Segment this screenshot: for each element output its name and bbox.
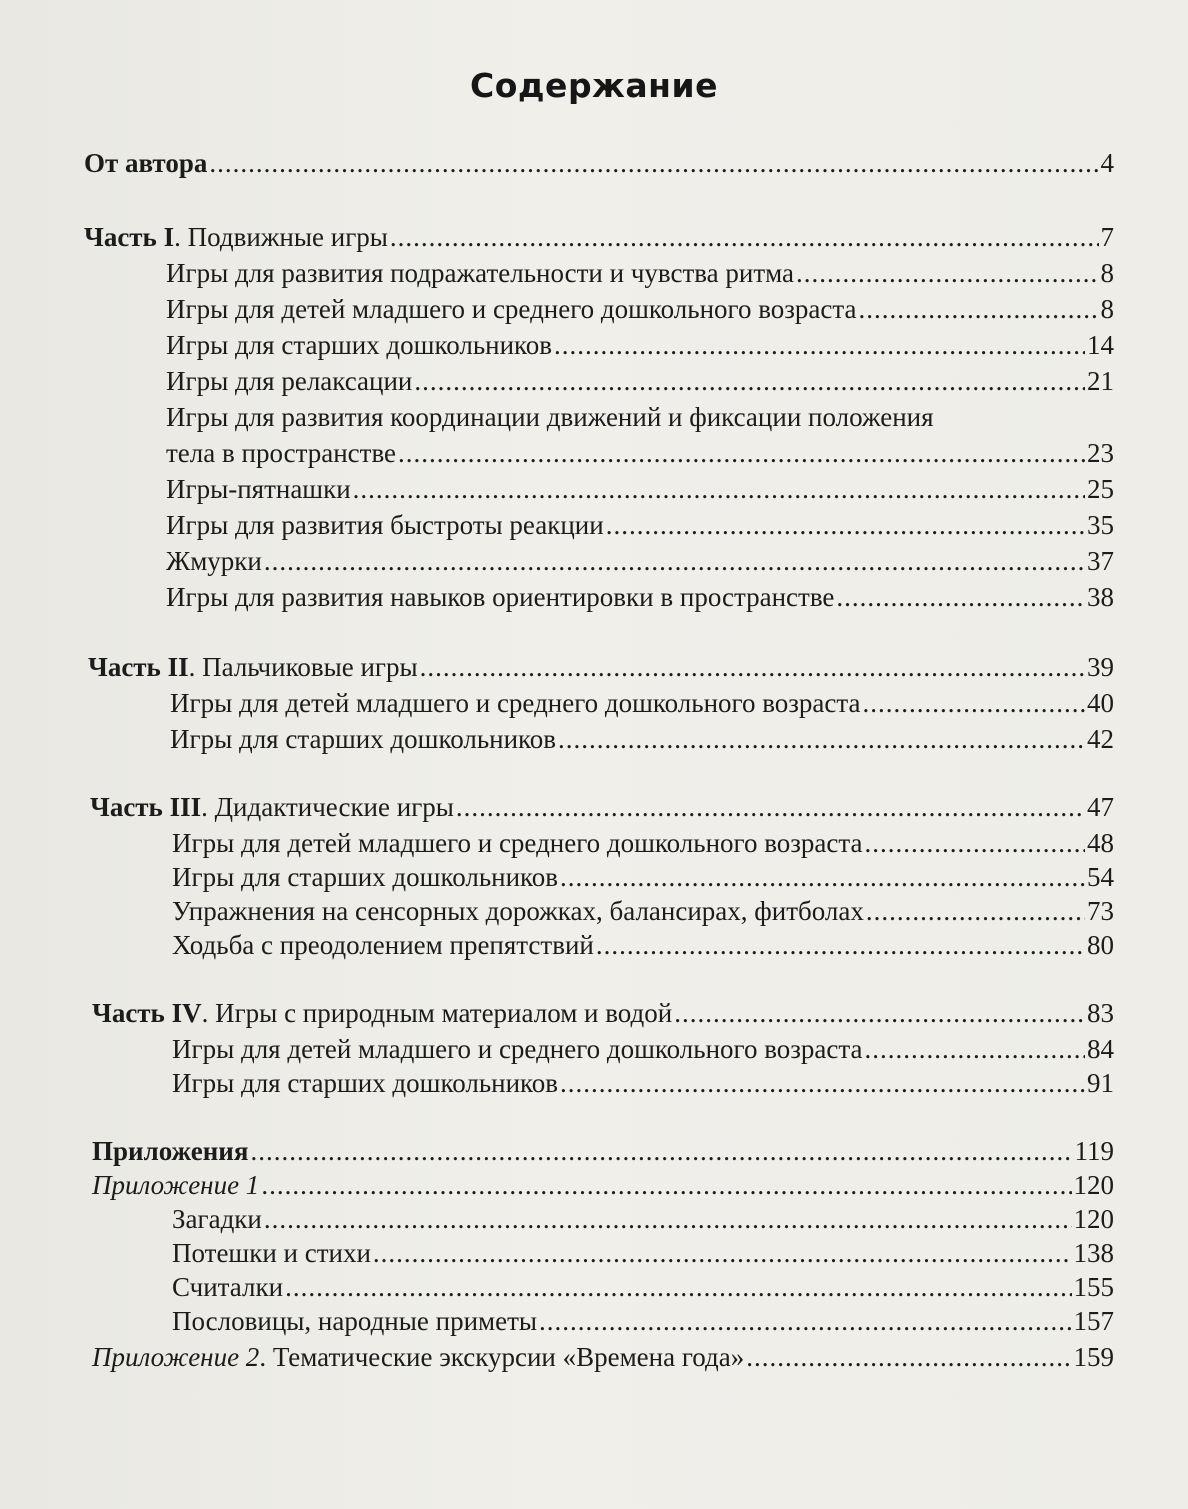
leader-dots xyxy=(554,328,1085,362)
leader-dots xyxy=(606,508,1085,542)
toc-page-number: 4 xyxy=(1100,148,1114,178)
toc-entry[interactable] xyxy=(166,328,1114,362)
leader-dots xyxy=(261,1168,1071,1202)
toc-label: Игры для детей младшего и среднего дошкольного возраста xyxy=(166,294,857,324)
leader-dots xyxy=(560,1066,1085,1100)
toc-part-prefix: Часть III xyxy=(90,792,202,822)
toc-label: Игры для детей младшего и среднего дошкольного возраста xyxy=(170,688,861,718)
toc-entry-appendix-1[interactable] xyxy=(92,1168,1114,1202)
toc-page-number: 25 xyxy=(1087,474,1114,504)
toc-entry[interactable] xyxy=(166,436,1114,470)
toc-label: Считалки xyxy=(172,1272,284,1302)
toc-entry[interactable] xyxy=(172,894,1114,928)
toc-entry-part-1[interactable] xyxy=(84,220,1114,254)
leader-dots xyxy=(596,928,1085,962)
leader-dots xyxy=(796,256,1098,290)
leader-dots xyxy=(250,1134,1072,1168)
toc-entry[interactable] xyxy=(172,1202,1114,1236)
leader-dots xyxy=(558,722,1085,756)
toc-page-number: 159 xyxy=(1073,1342,1114,1372)
toc-label: Ходьба с преодолением препятствий xyxy=(172,930,594,960)
leader-dots xyxy=(863,686,1085,720)
toc-label: Игры для детей младшего и среднего дошкольного возраста xyxy=(172,828,863,858)
toc-appendix-prefix: Приложение 2 xyxy=(92,1342,260,1372)
toc-entry[interactable] xyxy=(172,1270,1114,1304)
leader-dots xyxy=(264,544,1085,578)
toc-entry-part-3[interactable] xyxy=(90,790,1114,824)
toc-entry[interactable] xyxy=(170,686,1114,720)
toc-label: . Дидактические игры xyxy=(201,792,454,822)
toc-page-number: 120 xyxy=(1073,1204,1114,1234)
toc-label: Приложения xyxy=(92,1136,249,1166)
toc-page-number: 138 xyxy=(1073,1238,1114,1268)
toc-entry[interactable] xyxy=(172,826,1114,860)
toc-entry[interactable] xyxy=(166,580,1114,614)
toc-page-number: 8 xyxy=(1100,294,1114,324)
toc-entry-part-4[interactable] xyxy=(92,996,1114,1030)
leader-dots xyxy=(420,650,1085,684)
toc-label: Жмурки xyxy=(166,546,262,576)
leader-dots xyxy=(865,826,1085,860)
toc-entry[interactable] xyxy=(166,508,1114,542)
leader-dots xyxy=(373,1236,1072,1270)
toc-part-prefix: Часть II xyxy=(88,652,189,682)
toc-page-number: 7 xyxy=(1100,222,1114,252)
toc-label: Приложение 1 xyxy=(92,1170,260,1200)
toc-entry-author[interactable] xyxy=(84,146,1114,180)
leader-dots xyxy=(353,472,1085,506)
toc-entry[interactable] xyxy=(166,364,1114,398)
toc-entry[interactable] xyxy=(166,256,1114,290)
toc-label: Игры для детей младшего и среднего дошкольного возраста xyxy=(172,1034,863,1064)
toc-label: Игры для старших дошкольников xyxy=(172,862,559,892)
toc-page-number: 14 xyxy=(1087,330,1114,360)
toc-label: Игры для развития подражательности и чувства ритма xyxy=(166,258,795,288)
leader-dots xyxy=(398,436,1085,470)
toc-entry[interactable] xyxy=(172,1066,1114,1100)
toc-entry[interactable] xyxy=(172,860,1114,894)
toc-label: . Игры с природным материалом и водой xyxy=(201,998,673,1028)
leader-dots xyxy=(865,1032,1085,1066)
leader-dots xyxy=(390,220,1099,254)
page-title: Содержание xyxy=(470,66,718,105)
toc-entry[interactable] xyxy=(172,1304,1114,1338)
toc-label: . Тематические экскурсии «Времена года» xyxy=(259,1342,745,1372)
toc-label: Игры-пятнашки xyxy=(166,474,351,504)
toc-label: Игры для релаксации xyxy=(166,366,413,396)
leader-dots xyxy=(560,860,1085,894)
toc-page-number: 42 xyxy=(1087,724,1114,754)
toc-label: Игры для развития быстроты реакции xyxy=(166,510,604,540)
toc-page-number: 47 xyxy=(1087,792,1114,822)
toc-entry[interactable] xyxy=(172,928,1114,962)
toc-label: Игры для старших дошкольников xyxy=(172,1068,559,1098)
toc-entry-appendix[interactable] xyxy=(92,1134,1114,1168)
toc-page-number: 38 xyxy=(1087,582,1114,612)
toc-page-number: 23 xyxy=(1087,438,1114,468)
leader-dots xyxy=(414,364,1085,398)
toc-page-number: 91 xyxy=(1087,1068,1114,1098)
toc-label: От автора xyxy=(84,148,208,178)
toc-page-number: 54 xyxy=(1087,862,1114,892)
toc-page-number: 80 xyxy=(1087,930,1114,960)
leader-dots xyxy=(859,292,1099,326)
leader-dots xyxy=(209,146,1098,180)
leader-dots xyxy=(539,1304,1071,1338)
toc-page-number: 48 xyxy=(1087,828,1114,858)
leader-dots xyxy=(456,790,1085,824)
toc-label: . Подвижные игры xyxy=(174,222,388,252)
toc-part-prefix: Часть I xyxy=(84,222,175,252)
toc-entry-line-1[interactable]: Игры для развития координации движений и фиксации положения xyxy=(166,402,934,432)
toc-page-number: 120 xyxy=(1073,1170,1114,1200)
toc-page-number: 40 xyxy=(1087,688,1114,718)
leader-dots xyxy=(285,1270,1071,1304)
toc-page-number: 21 xyxy=(1087,366,1114,396)
toc-page-number: 83 xyxy=(1087,998,1114,1028)
toc-label: Игры для развития навыков ориентировки в пространстве xyxy=(166,582,835,612)
toc-label: тела в пространстве xyxy=(166,438,397,468)
toc-entry[interactable] xyxy=(166,292,1114,326)
toc-entry[interactable] xyxy=(172,1032,1114,1066)
toc-page-number: 157 xyxy=(1073,1306,1114,1336)
leader-dots xyxy=(674,996,1085,1030)
toc-label: . Пальчиковые игры xyxy=(188,652,418,682)
leader-dots xyxy=(746,1340,1071,1374)
toc-label: Пословицы, народные приметы xyxy=(172,1306,538,1336)
toc-entry[interactable] xyxy=(166,472,1114,506)
toc-entry-appendix-2[interactable] xyxy=(92,1340,1114,1374)
leader-dots xyxy=(264,1202,1072,1236)
toc-part-prefix: Часть IV xyxy=(92,998,202,1028)
toc-entry[interactable] xyxy=(166,544,1114,578)
toc-entry-part-2[interactable] xyxy=(88,650,1114,684)
toc-label: Игры для старших дошкольников xyxy=(166,330,553,360)
toc-label: Загадки xyxy=(172,1204,262,1234)
toc-page-number: 84 xyxy=(1087,1034,1114,1064)
leader-dots xyxy=(836,580,1085,614)
leader-dots xyxy=(866,894,1085,928)
toc-entry[interactable] xyxy=(170,722,1114,756)
toc-page-number: 39 xyxy=(1087,652,1114,682)
toc-label: Потешки и стихи xyxy=(172,1238,371,1268)
toc-entry[interactable] xyxy=(172,1236,1114,1270)
toc-page-number: 155 xyxy=(1073,1272,1114,1302)
toc-page-number: 73 xyxy=(1087,896,1114,926)
toc-label: Игры для старших дошкольников xyxy=(170,724,557,754)
toc-page-number: 8 xyxy=(1100,258,1114,288)
toc-page-number: 119 xyxy=(1074,1136,1114,1166)
toc-page-number: 35 xyxy=(1087,510,1114,540)
toc-label: Упражнения на сенсорных дорожках, балансирах, фитболах xyxy=(172,896,864,926)
toc-page-number: 37 xyxy=(1087,546,1114,576)
